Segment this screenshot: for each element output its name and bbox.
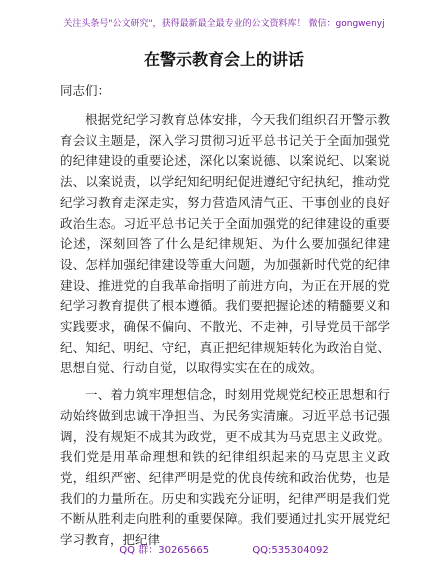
top-banner: 关注头条号"公文研究"，获得最新最全最专业的公文资料库！ 微信：gongwenyj [63,19,385,29]
footer [0,541,448,556]
page-title: 在警示教育会上的讲话 [143,50,304,69]
document-body [60,110,390,553]
paragraph-1: 根据党纪学习教育总体安排，今天我们组织召开警示教育会议主题是，深入学习贯彻习近平总书记关于全面加强党的纪律建设的重要论述，深化以案说德、以案说纪、以案说法、以案说责，以学纪知纪明纪促进遵纪守纪执纪，推动党纪学习教育走深走实，努力营造风清气正、干事创业的良好政治生态。习近平总书记关于全面加强党的纪律建设的重要论述，深刻回答了什么是纪律规矩、为什么要加强纪律建设、怎样加强纪律建设等重大问题，为加强新时代党的纪律建设、推进党的自我革命指明了前进方向，为正在开展的党纪学习教育提供了根本遵循。我们要把握论述的精髓要义和实践要求，确保不偏向、不散光、不走神，引导党员干部学纪、知纪、明纪、守纪，真正把纪律规矩转化为政治自觉、思想自觉、行动自觉，以取得实实在在的成效。 [60,112,390,376]
salutation: 同志们： [60,83,111,98]
footer-qq-group: QQ 群：30265665 [119,545,210,556]
footer-qq: QQ:535304092 [252,545,329,556]
paragraph-2: 一、着力筑牢理想信念，时刻用党规党纪校正思想和行动始终做到忠诚干净担当、为民务实清廉。习近平总书记强调，没有规矩不成其为政党，更不成其为马克思主义政党。我们党是用革命理想和铁的纪律组织起来的马克思主义政党，组织严密、纪律严明是党的优良传统和政治优势，也是我们的力量所在。历史和实践充分证明，纪律严明是我们党不断从胜利走向胜利的重要保障。我们要通过扎实开展党纪学习教育，把纪律 [60,387,390,548]
